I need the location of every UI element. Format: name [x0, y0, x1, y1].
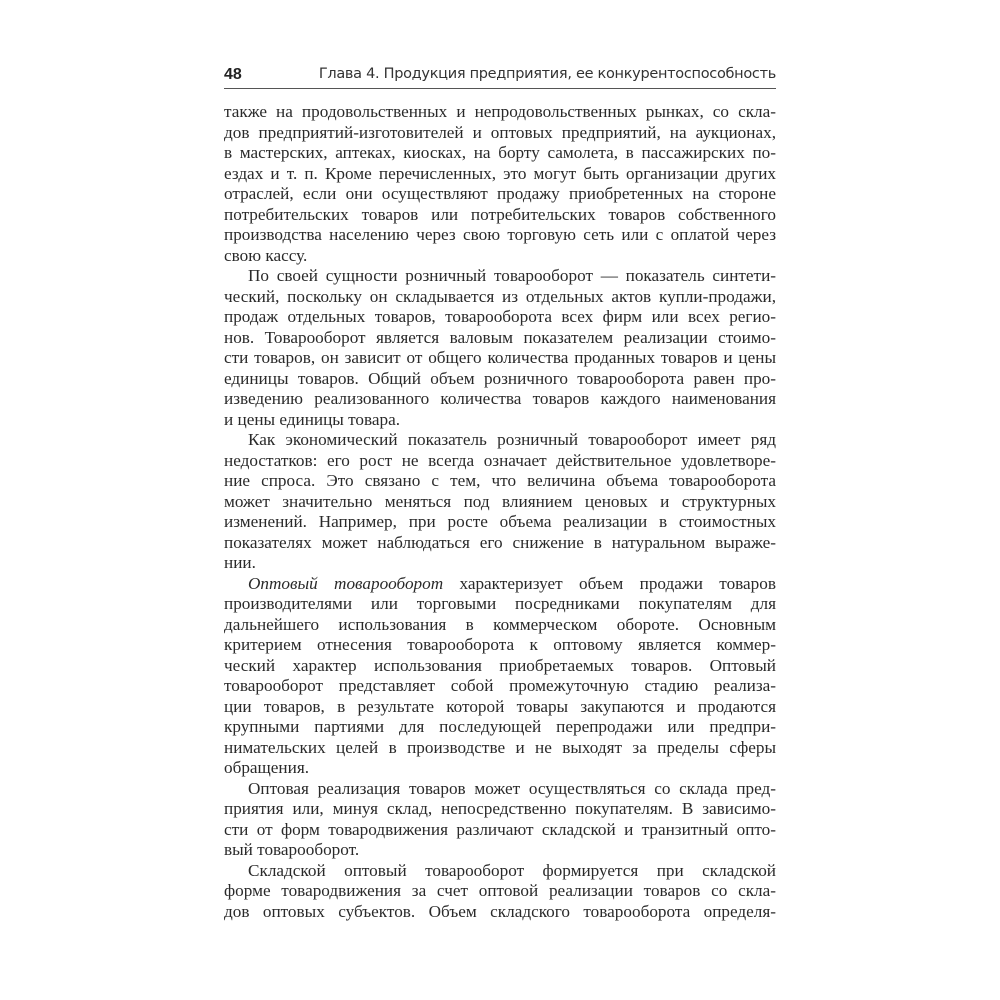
page-number: 48 [224, 66, 242, 83]
text-line: приятия или, минуя склад, непосредственно покупателям. В зависимо- [224, 799, 776, 818]
text-line: обращения. [224, 758, 310, 777]
paragraph [224, 430, 776, 574]
text-line: единицы товаров. Общий объем розничного товарооборота равен про- [224, 368, 776, 388]
text-line: вый товарооборот. [224, 840, 360, 859]
text-line: дальнейшего использования в коммерческом обороте. Основным [224, 614, 776, 634]
paragraph [224, 102, 776, 266]
text-line: ние спроса. Это связано с тем, что величина объема товарооборота [224, 471, 776, 490]
text-line: ческий, поскольку он складывается из отдельных актов купли-продажи, [224, 286, 776, 306]
text-line: нов. Товарооборот является валовым показателем реализации стоимо- [224, 327, 776, 347]
text-line: и цены единицы товара. [224, 409, 401, 429]
text-line: производителями или торговыми посредниками покупателям для [224, 594, 776, 613]
text-line: показателях может наблюдаться его снижение в натуральном выраже- [224, 532, 776, 552]
paragraph [224, 574, 776, 779]
text-line: товарооборот представляет собой промежуточную стадию реализа- [224, 676, 776, 695]
text-line: Складской оптовый товарооборот формируется при складской [248, 860, 776, 880]
paragraph [224, 861, 776, 923]
body-text [224, 102, 776, 922]
text-line: потребительских товаров или потребительских товаров собственного [224, 204, 776, 224]
text-line: крупными партиями для последующей перепродажи или предпри- [224, 717, 776, 736]
text-line: недостатков: его рост не всегда означает действительное удовлетворе- [224, 450, 776, 470]
text-line: отраслей, если они осуществляют продажу приобретенных на стороне [224, 184, 776, 203]
italic-term: Оптовый товарооборот [248, 573, 444, 593]
text-line: сти товаров, он зависит от общего количества проданных товаров и цены [224, 348, 776, 367]
text-line: продаж отдельных товаров, товарооборота всех фирм или всех регио- [224, 307, 776, 326]
text-line: может значительно меняться под влиянием ценовых и структурных [224, 491, 776, 511]
paragraph [224, 779, 776, 861]
running-header [224, 66, 776, 89]
text-line: критерием отнесения товарооборота к оптовому является коммер- [224, 635, 776, 654]
text-line: Как экономический показатель розничный товарооборот имеет ряд [248, 430, 776, 449]
text-line: изменений. Например, при росте объема реализации в стоимостных [224, 512, 776, 531]
text-line: также на продовольственных и непродовольственных рынках, со скла- [224, 102, 776, 121]
running-title: Глава 4. Продукция предприятия, ее конкурентоспособность [318, 66, 776, 82]
text-line: ческий характер использования приобретаемых товаров. Оптовый [224, 655, 776, 675]
text-line: сти от форм товародвижения различают складской и транзитный опто- [224, 819, 776, 839]
text-line: Оптовый товарооборот характеризует объем продажи товаров [248, 573, 776, 593]
text-line: нимательских целей в производстве и не выходят за пределы сферы [224, 737, 776, 757]
text-line: свою кассу. [224, 245, 308, 265]
text-line: ции товаров, в результате которой товары закупаются и продаются [224, 696, 776, 716]
text-line: Оптовая реализация товаров может осуществляться со склада пред- [248, 778, 776, 798]
text-line: ездах и т. п. Кроме перечисленных, это могут быть организации других [224, 163, 776, 183]
paragraph [224, 266, 776, 430]
text-line: По своей сущности розничный товарооборот — показатель синтети- [248, 266, 776, 285]
text-line: производства населению через свою торговую сеть или с оплатой через [224, 225, 776, 244]
text-line: в мастерских, аптеках, киосках, на борту самолета, в пассажирских по- [224, 143, 776, 162]
text-line: дов предприятий-изготовителей и оптовых предприятий, на аукционах, [224, 122, 776, 142]
text-line: изведению реализованного количества товаров каждого наименования [224, 389, 776, 408]
text-line: дов оптовых субъектов. Объем складского товарооборота определя- [224, 901, 776, 921]
text-line: нии. [224, 553, 256, 572]
text-line: форме товародвижения за счет оптовой реализации товаров со скла- [224, 881, 776, 900]
